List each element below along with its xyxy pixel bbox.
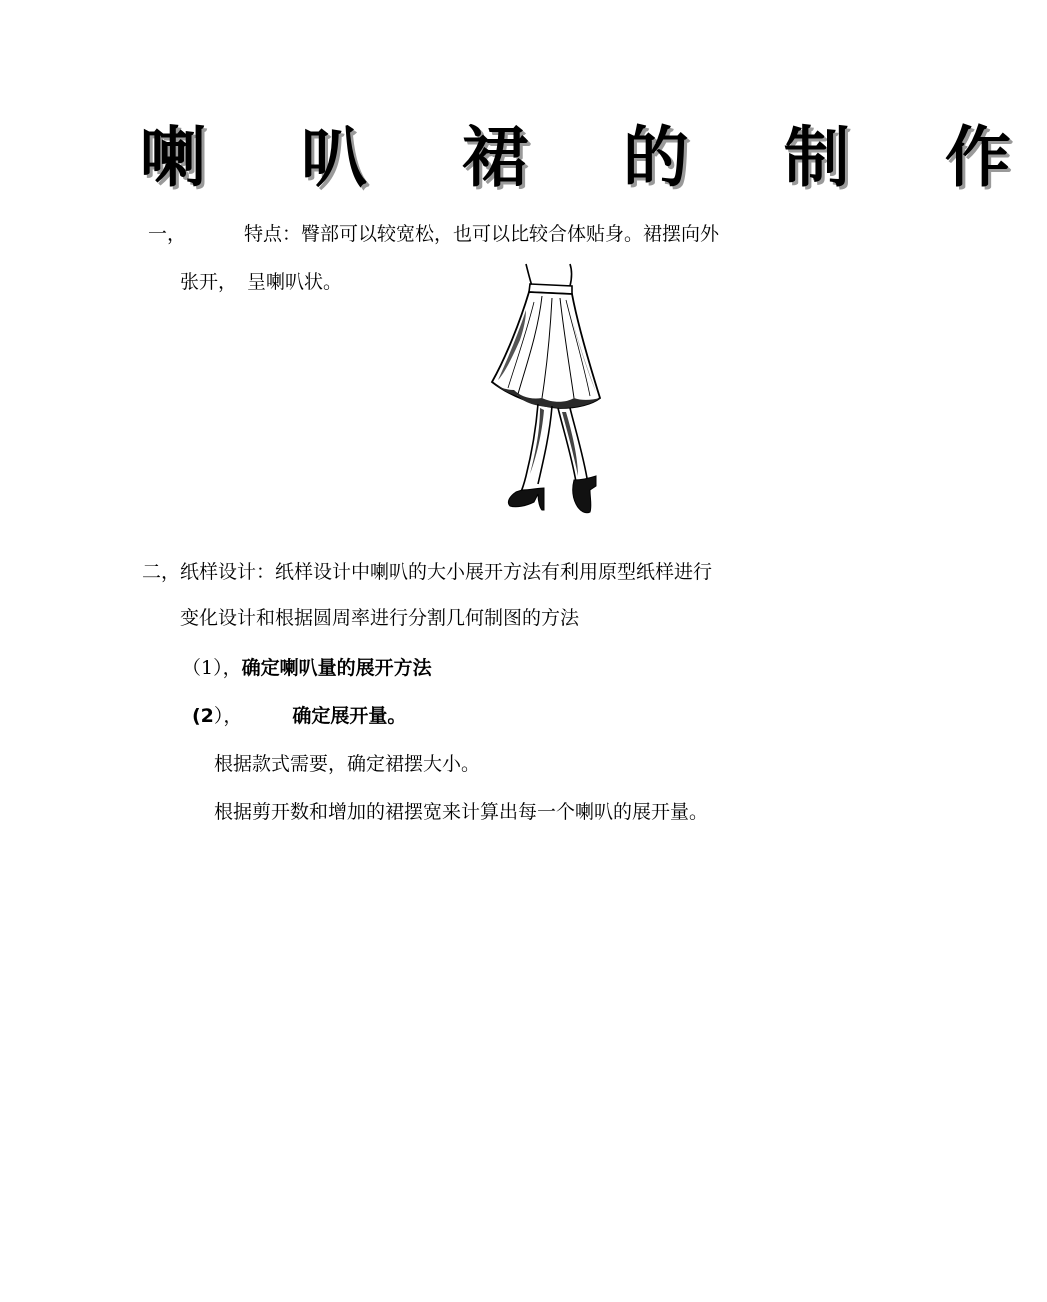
section-1-text-line-2a: 张开， — [180, 271, 238, 293]
section-1-marker: 一， — [148, 223, 187, 245]
paragraph-2: 根据剪开数和增加的裙摆宽来计算出每一个喇叭的展开量。 — [214, 801, 709, 823]
item-1-number: （1）， — [182, 657, 242, 679]
flared-skirt-illustration — [486, 262, 604, 516]
section-2-line-2: 变化设计和根据圆周率进行分割几何制图的方法 — [180, 607, 580, 629]
item-2-heading: 确定展开量。 — [292, 705, 407, 727]
paragraph-1: 根据款式需要，确定裙摆大小。 — [214, 753, 481, 775]
section-1-line-1 — [148, 220, 719, 248]
item-2-number: (2 — [192, 705, 214, 727]
item-2 — [192, 702, 406, 730]
item-1 — [182, 654, 432, 682]
section-2-line-1: 二，纸样设计：纸样设计中喇叭的大小展开方法有利用原型纸样进行 — [142, 561, 713, 583]
page-title: 喇 叭 裙 的 制 作 — [140, 119, 1047, 196]
section-1-text-line-1: 特点：臀部可以较宽松，也可以比较合体贴身。裙摆向外 — [244, 223, 720, 245]
item-1-heading: 确定喇叭量的展开方法 — [241, 657, 432, 679]
section-1-text-line-2b: 呈喇叭状。 — [247, 271, 343, 293]
section-1-line-2 — [180, 268, 342, 296]
item-2-close: ）， — [213, 705, 243, 727]
